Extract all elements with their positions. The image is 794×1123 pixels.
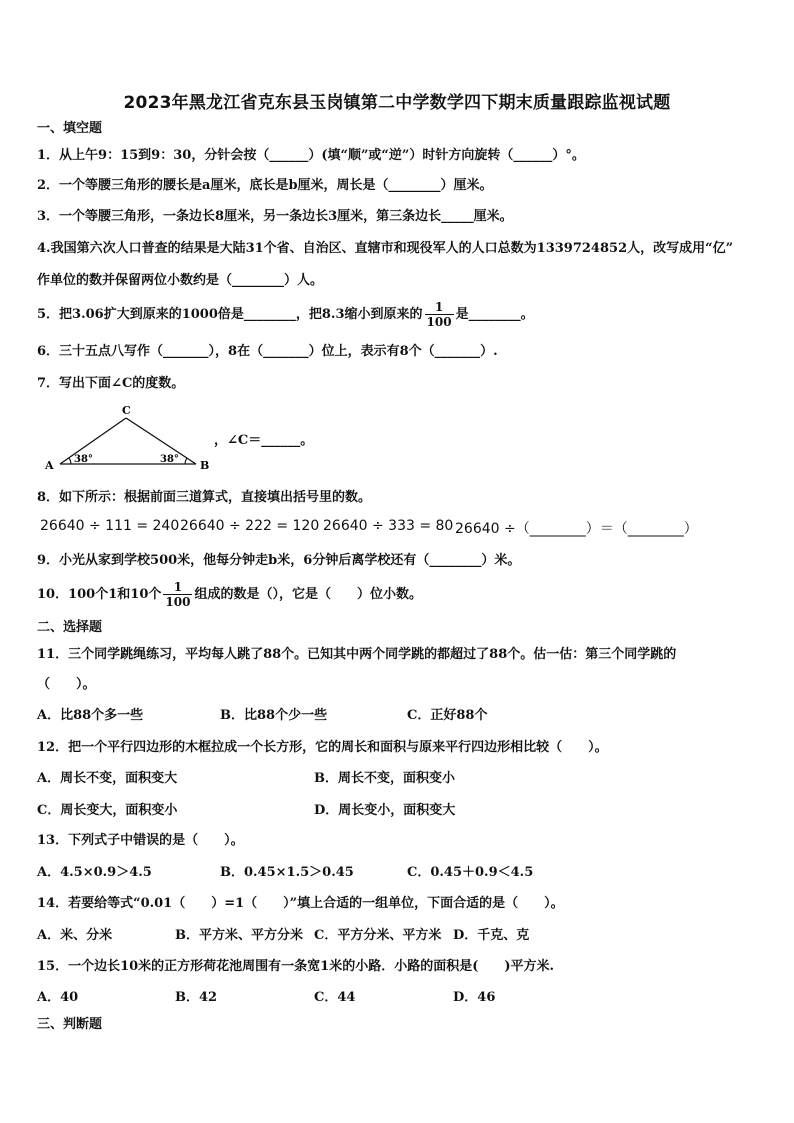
question-10-text-post: 组成的数是（），它是（ ）位小数。 bbox=[194, 587, 422, 602]
option-d[interactable]: D．千克、克 bbox=[453, 928, 530, 943]
option-c[interactable]: C．平方分米、平方米 bbox=[314, 928, 442, 943]
question-14: 14．若要给等式“0.01（ ）=1（ ）”填上合适的一组单位，下面合适的是（ ）。 bbox=[37, 896, 564, 911]
triangle-diagram bbox=[40, 400, 220, 475]
option-a[interactable]: A．米、分米 bbox=[37, 928, 113, 943]
question-3: 3．一个等腰三角形，一条边长8厘米，另一条边长3厘米，第三条边长_____厘米。 bbox=[37, 209, 513, 224]
fraction-denominator: 100 bbox=[426, 315, 452, 329]
option-b[interactable]: B．0.45×1.5＞0.45 bbox=[220, 865, 354, 880]
question-11-line-1: 11．三个同学跳绳练习，平均每人跳了88个。已知其中两个同学跳的都超过了88个。估一估：第三个同学跳的 bbox=[37, 647, 677, 662]
section-true-false: 三、判断题 bbox=[37, 1017, 103, 1032]
option-a[interactable]: A．40 bbox=[37, 990, 79, 1005]
fraction-numerator: 1 bbox=[425, 300, 454, 315]
question-10-text-pre: 10．100个1和10个 bbox=[37, 587, 162, 602]
question-9: 9．小光从家到学校500米，他每分钟走b米，6分钟后离学校还有（________）米。 bbox=[37, 553, 521, 568]
option-a[interactable]: A．4.5×0.9＞4.5 bbox=[37, 865, 152, 880]
option-d[interactable]: D．周长变小，面积变大 bbox=[314, 803, 456, 818]
option-b[interactable]: B．42 bbox=[175, 990, 218, 1005]
question-2: 2．一个等腰三角形的腰长是a厘米，底长是b厘米，周长是（________）厘米。 bbox=[37, 178, 493, 193]
fraction-denominator: 100 bbox=[165, 595, 191, 609]
question-4-line-2: 作单位的数并保留两位小数约是（________）人。 bbox=[37, 273, 324, 288]
question-11-line-2: （ ）。 bbox=[37, 677, 96, 692]
option-c[interactable]: C．0.45＋0.9＜4.5 bbox=[407, 865, 534, 880]
question-5 bbox=[37, 298, 764, 332]
equation-1: 26640 ÷ 111 = 240 bbox=[40, 518, 180, 534]
equation-2: 26640 ÷ 222 = 120 bbox=[180, 518, 320, 534]
option-c[interactable]: C．44 bbox=[314, 990, 356, 1005]
question-5-text-pre: 5．把3.06扩大到原来的1000倍是________，把8.3缩小到原来的 bbox=[37, 307, 423, 322]
question-13: 13．下列式子中错误的是（ ）。 bbox=[37, 833, 244, 848]
question-7-answer: ，∠C＝______。 bbox=[214, 433, 314, 448]
vertex-c-label: C bbox=[122, 404, 131, 417]
page-title: 2023年黑龙江省克东县玉岗镇第二中学数学四下期末质量跟踪监视试题 bbox=[123, 93, 671, 113]
equation-3: 26640 ÷ 333 = 80 bbox=[323, 518, 454, 534]
section-fill-in-blank: 一、填空题 bbox=[37, 121, 103, 136]
question-8: 8．如下所示：根据前面三道算式，直接填出括号里的数。 bbox=[37, 490, 372, 505]
vertex-a-label: A bbox=[45, 459, 54, 472]
vertex-b-label: B bbox=[200, 459, 210, 472]
option-c[interactable]: C．正好88个 bbox=[407, 708, 488, 723]
option-a[interactable]: A．周长不变，面积变大 bbox=[37, 771, 178, 786]
section-multiple-choice: 二、选择题 bbox=[37, 620, 103, 635]
question-6: 6．三十五点八写作（_______），8在（_______）位上，表示有8个（_______）. bbox=[37, 344, 498, 359]
question-5-text-post: 是________。 bbox=[455, 307, 534, 322]
angle-a-label: 38° bbox=[74, 454, 93, 465]
question-4-line-1: 4.我国第六次人口普查的结果是大陆31个省、自治区、直辖市和现役军人的人口总数为1339724852人，改写成用“亿” bbox=[37, 241, 734, 256]
equation-4-blank: 26640 ÷（________）＝（________） bbox=[455, 521, 698, 537]
fraction-numerator: 1 bbox=[163, 580, 192, 595]
fraction-one-hundredth bbox=[163, 580, 192, 609]
fraction-one-hundredth bbox=[425, 300, 454, 329]
option-a[interactable]: A．比88个多一些 bbox=[37, 708, 144, 723]
question-12: 12．把一个平行四边形的木框拉成一个长方形，它的周长和面积与原来平行四边形相比较（ ）。 bbox=[37, 740, 608, 755]
question-7: 7．写出下面∠C的度数。 bbox=[37, 376, 185, 391]
option-d[interactable]: D．46 bbox=[453, 990, 496, 1005]
option-b[interactable]: B．平方米、平方分米 bbox=[175, 928, 303, 943]
option-b[interactable]: B．比88个少一些 bbox=[220, 708, 328, 723]
question-1: 1．从上午9：15到9：30，分针会按（______）(填“顺”或“逆”）时针方向旋转（______）°。 bbox=[37, 148, 585, 163]
question-15: 15．一个边长10米的正方形荷花池周围有一条宽1米的小路．小路的面积是( )平方米. bbox=[37, 959, 555, 974]
option-b[interactable]: B．周长不变，面积变小 bbox=[314, 771, 455, 786]
option-c[interactable]: C．周长变大，面积变小 bbox=[37, 803, 178, 818]
question-10 bbox=[37, 578, 764, 612]
angle-b-label: 38° bbox=[160, 454, 179, 465]
